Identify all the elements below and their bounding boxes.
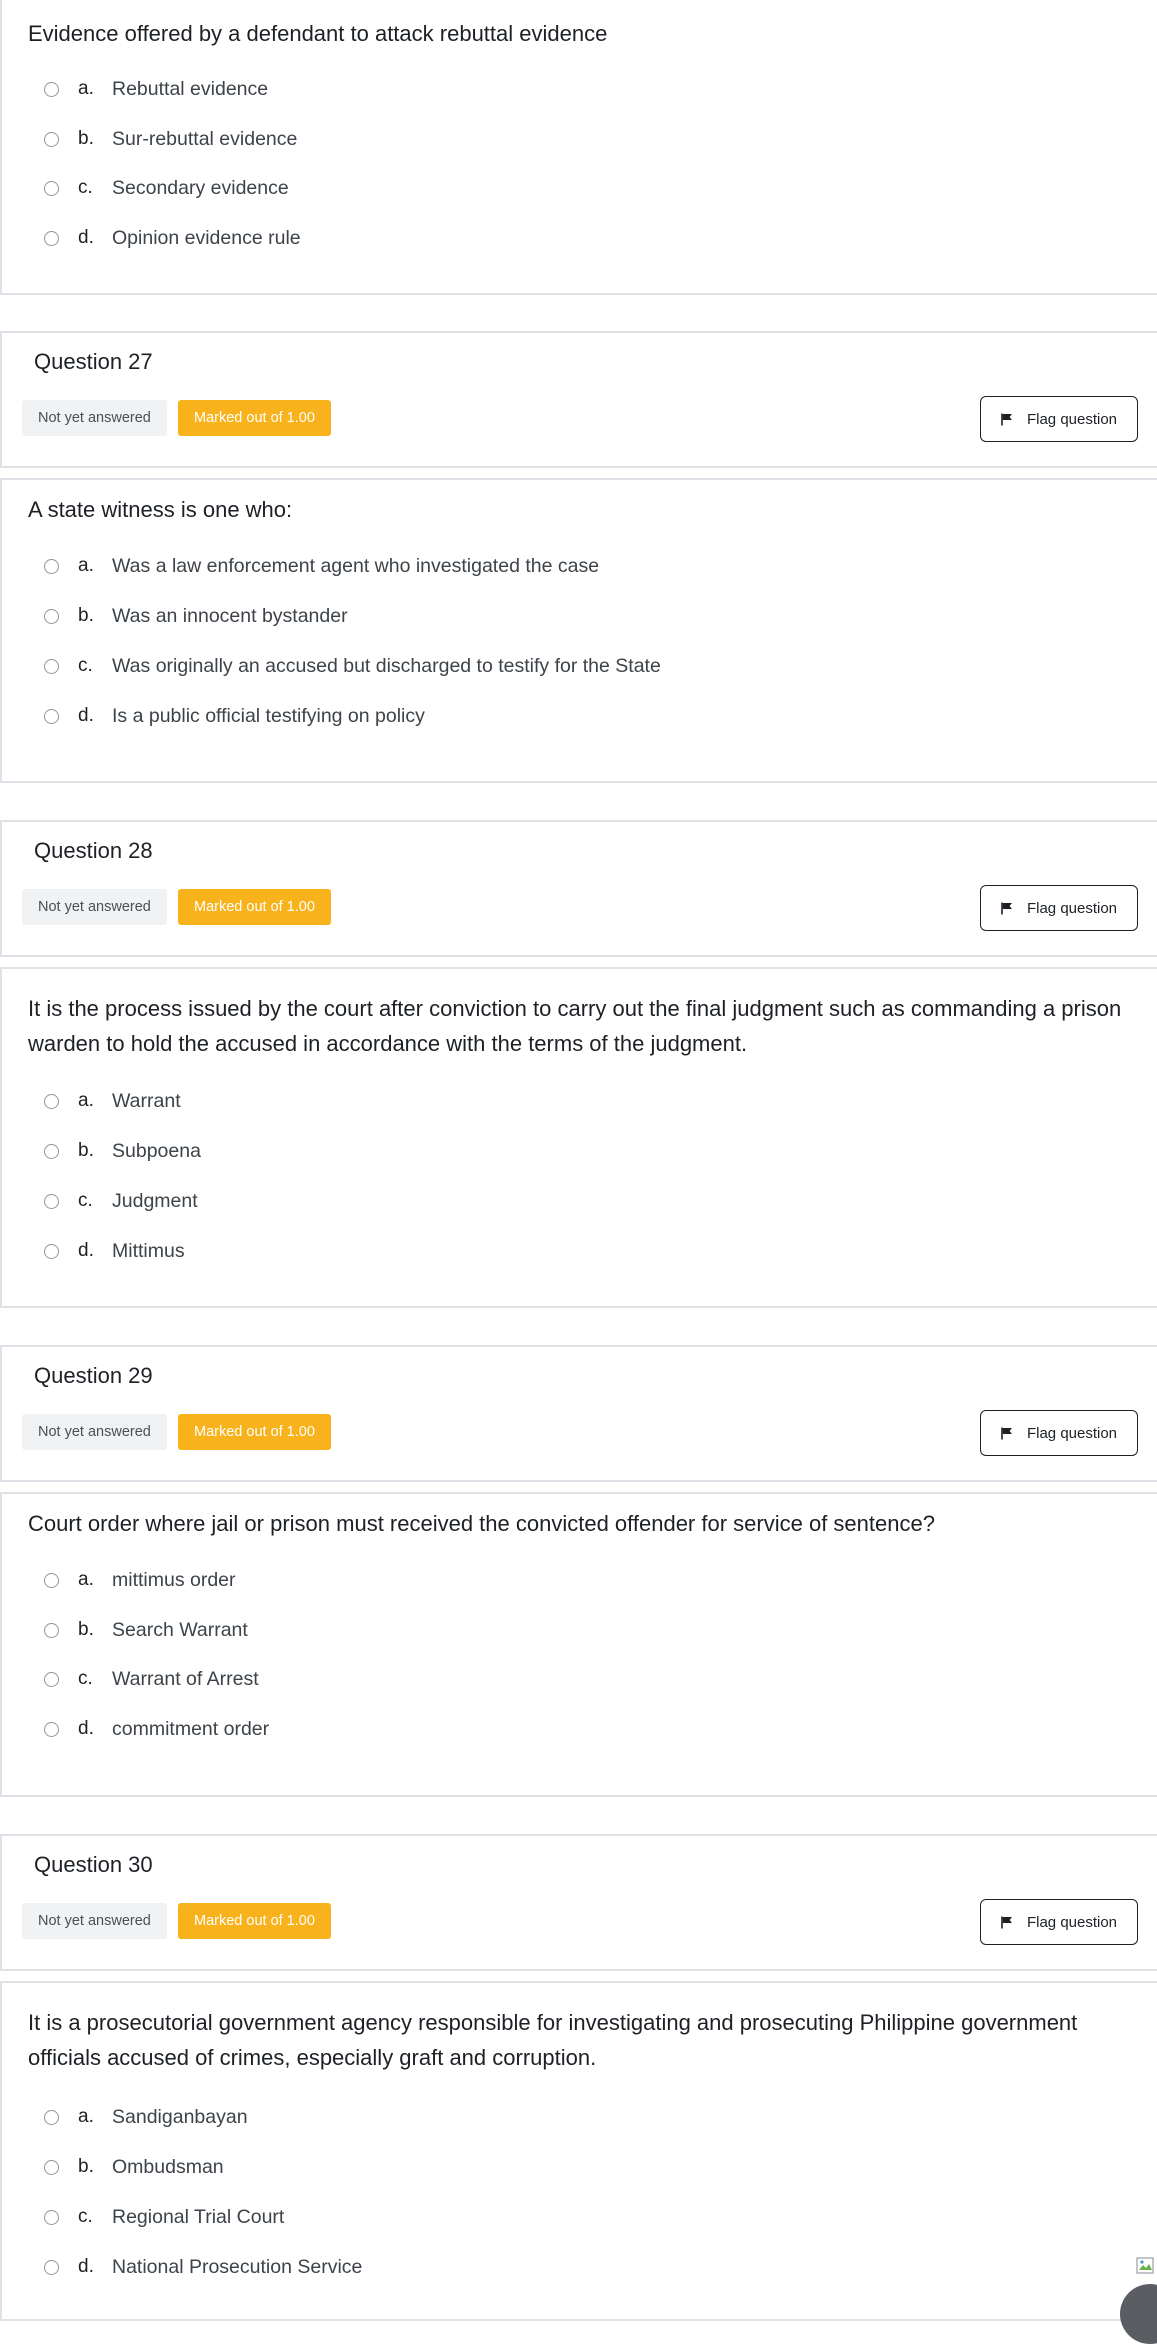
answer-option[interactable] bbox=[44, 2252, 362, 2282]
question-state-badge: Not yet answered bbox=[22, 1903, 167, 1939]
flag-question-label: Flag question bbox=[1026, 410, 1118, 428]
question-29-content bbox=[0, 1492, 1157, 1797]
answer-text: Subpoena bbox=[112, 1139, 201, 1162]
answer-option[interactable] bbox=[44, 1664, 259, 1694]
radio-button[interactable] bbox=[44, 2210, 59, 2225]
grade-badge: Marked out of 1.00 bbox=[178, 1414, 331, 1450]
flag-icon bbox=[1001, 413, 1013, 426]
answer-letter: c. bbox=[78, 655, 93, 676]
answer-text: Opinion evidence rule bbox=[112, 226, 301, 249]
broken-image-icon bbox=[1136, 2256, 1156, 2276]
answer-text: Was an innocent bystander bbox=[112, 604, 348, 627]
answer-letter: d. bbox=[78, 705, 94, 726]
question-27-info bbox=[0, 331, 1157, 468]
flag-question-label: Flag question bbox=[1026, 1424, 1118, 1442]
flag-question-button[interactable] bbox=[980, 885, 1138, 931]
question-state-badge: Not yet answered bbox=[22, 889, 167, 925]
radio-button[interactable] bbox=[44, 709, 59, 724]
answer-letter: d. bbox=[78, 1240, 94, 1261]
question-number: Question 29 bbox=[34, 1363, 153, 1388]
radio-button[interactable] bbox=[44, 1144, 59, 1159]
radio-button[interactable] bbox=[44, 1094, 59, 1109]
answer-letter: b. bbox=[78, 605, 94, 626]
answer-text: Ombudsman bbox=[112, 2155, 224, 2178]
flag-icon bbox=[1001, 902, 1013, 915]
answer-option[interactable] bbox=[44, 223, 301, 253]
answer-text: Sandiganbayan bbox=[112, 2105, 248, 2128]
answer-text: Was originally an accused but discharged to testify for the State bbox=[112, 654, 661, 677]
radio-button[interactable] bbox=[44, 231, 59, 246]
answer-text: Regional Trial Court bbox=[112, 2205, 285, 2228]
answer-option[interactable] bbox=[44, 1136, 201, 1166]
answer-option[interactable] bbox=[44, 173, 289, 203]
radio-button[interactable] bbox=[44, 181, 59, 196]
answer-text: Rebuttal evidence bbox=[112, 77, 269, 100]
answer-letter: c. bbox=[78, 2206, 93, 2227]
question-text: Court order where jail or prison must received the convicted offender for service of sentence? bbox=[28, 1511, 935, 1536]
answer-letter: b. bbox=[78, 128, 94, 149]
flag-icon bbox=[1001, 1916, 1013, 1929]
question-text: It is the process issued by the court after conviction to carry out the final judgment such as commanding a prison warden to hold the accused in accordance with the terms of the judgment. bbox=[28, 996, 1122, 1056]
question-number: Question 30 bbox=[34, 1852, 153, 1877]
answer-option[interactable] bbox=[44, 2102, 248, 2132]
radio-button[interactable] bbox=[44, 1194, 59, 1209]
radio-button[interactable] bbox=[44, 2160, 59, 2175]
radio-button[interactable] bbox=[44, 1623, 59, 1638]
answer-option[interactable] bbox=[44, 2202, 284, 2232]
answer-letter: b. bbox=[78, 1619, 94, 1640]
radio-button[interactable] bbox=[44, 2110, 59, 2125]
answer-letter: b. bbox=[78, 2156, 94, 2177]
answer-text: Warrant of Arrest bbox=[112, 1667, 259, 1690]
answer-letter: a. bbox=[78, 78, 94, 99]
answer-letter: d. bbox=[78, 2256, 94, 2277]
answer-text: National Prosecution Service bbox=[112, 2255, 363, 2278]
radio-button[interactable] bbox=[44, 559, 59, 574]
answer-letter: a. bbox=[78, 2106, 94, 2127]
answer-letter: c. bbox=[78, 1190, 93, 1211]
answer-option[interactable] bbox=[44, 124, 297, 154]
answer-text: mittimus order bbox=[112, 1568, 236, 1591]
grade-badge: Marked out of 1.00 bbox=[178, 400, 331, 436]
answer-option[interactable] bbox=[44, 1086, 181, 1116]
radio-button[interactable] bbox=[44, 2260, 59, 2275]
question-29-info bbox=[0, 1345, 1157, 1482]
answer-letter: a. bbox=[78, 1569, 94, 1590]
answer-option[interactable] bbox=[44, 551, 599, 581]
flag-question-label: Flag question bbox=[1026, 1913, 1118, 1931]
answer-text: Secondary evidence bbox=[112, 176, 289, 199]
question-text: A state witness is one who: bbox=[28, 497, 293, 522]
radio-button[interactable] bbox=[44, 132, 59, 147]
question-30-content bbox=[0, 1981, 1157, 2321]
question-28-content bbox=[0, 967, 1157, 1308]
radio-button[interactable] bbox=[44, 1722, 59, 1737]
answer-letter: a. bbox=[78, 555, 94, 576]
flag-question-button[interactable] bbox=[980, 1410, 1138, 1456]
answer-text: Sur-rebuttal evidence bbox=[112, 127, 298, 150]
answer-letter: d. bbox=[78, 227, 94, 248]
radio-button[interactable] bbox=[44, 659, 59, 674]
answer-option[interactable] bbox=[44, 651, 661, 681]
answer-text: Was a law enforcement agent who investigated the case bbox=[112, 554, 600, 577]
answer-letter: a. bbox=[78, 1090, 94, 1111]
answer-text: commitment order bbox=[112, 1717, 270, 1740]
question-26-content bbox=[0, 0, 1157, 295]
answer-option[interactable] bbox=[44, 2152, 224, 2182]
answer-letter: b. bbox=[78, 1140, 94, 1161]
question-number: Question 28 bbox=[34, 838, 153, 863]
question-state-badge: Not yet answered bbox=[22, 400, 167, 436]
answer-text: Warrant bbox=[112, 1089, 181, 1112]
question-27-content bbox=[0, 478, 1157, 783]
answer-option[interactable] bbox=[44, 1714, 269, 1744]
flag-question-label: Flag question bbox=[1026, 899, 1118, 917]
question-28-info bbox=[0, 820, 1157, 957]
answer-option[interactable] bbox=[44, 1186, 198, 1216]
radio-button[interactable] bbox=[44, 1573, 59, 1588]
answer-text: Search Warrant bbox=[112, 1618, 248, 1641]
answer-text: Mittimus bbox=[112, 1239, 185, 1262]
question-30-info bbox=[0, 1834, 1157, 1971]
answer-option[interactable] bbox=[44, 1565, 236, 1595]
answer-option[interactable] bbox=[44, 1236, 185, 1266]
answer-option[interactable] bbox=[44, 1615, 248, 1645]
radio-button[interactable] bbox=[44, 1672, 59, 1687]
answer-option[interactable] bbox=[44, 74, 268, 104]
answer-text: Is a public official testifying on policy bbox=[112, 704, 425, 727]
question-text: It is a prosecutorial government agency responsible for investigating and prosecuting Philippine government officials accused of crimes, especially graft and corruption. bbox=[28, 2010, 1078, 2070]
answer-letter: d. bbox=[78, 1718, 94, 1739]
question-text: Evidence offered by a defendant to attack rebuttal evidence bbox=[28, 21, 608, 46]
answer-text: Judgment bbox=[112, 1189, 198, 1212]
answer-letter: c. bbox=[78, 177, 93, 198]
flag-question-button[interactable] bbox=[980, 396, 1138, 442]
flag-question-button[interactable] bbox=[980, 1899, 1138, 1945]
radio-button[interactable] bbox=[44, 1244, 59, 1259]
question-number: Question 27 bbox=[34, 349, 153, 374]
radio-button[interactable] bbox=[44, 82, 59, 97]
grade-badge: Marked out of 1.00 bbox=[178, 1903, 331, 1939]
flag-icon bbox=[1001, 1427, 1013, 1440]
question-state-badge: Not yet answered bbox=[22, 1414, 167, 1450]
grade-badge: Marked out of 1.00 bbox=[178, 889, 331, 925]
radio-button[interactable] bbox=[44, 609, 59, 624]
answer-option[interactable] bbox=[44, 701, 425, 731]
answer-option[interactable] bbox=[44, 601, 348, 631]
answer-letter: c. bbox=[78, 1668, 93, 1689]
